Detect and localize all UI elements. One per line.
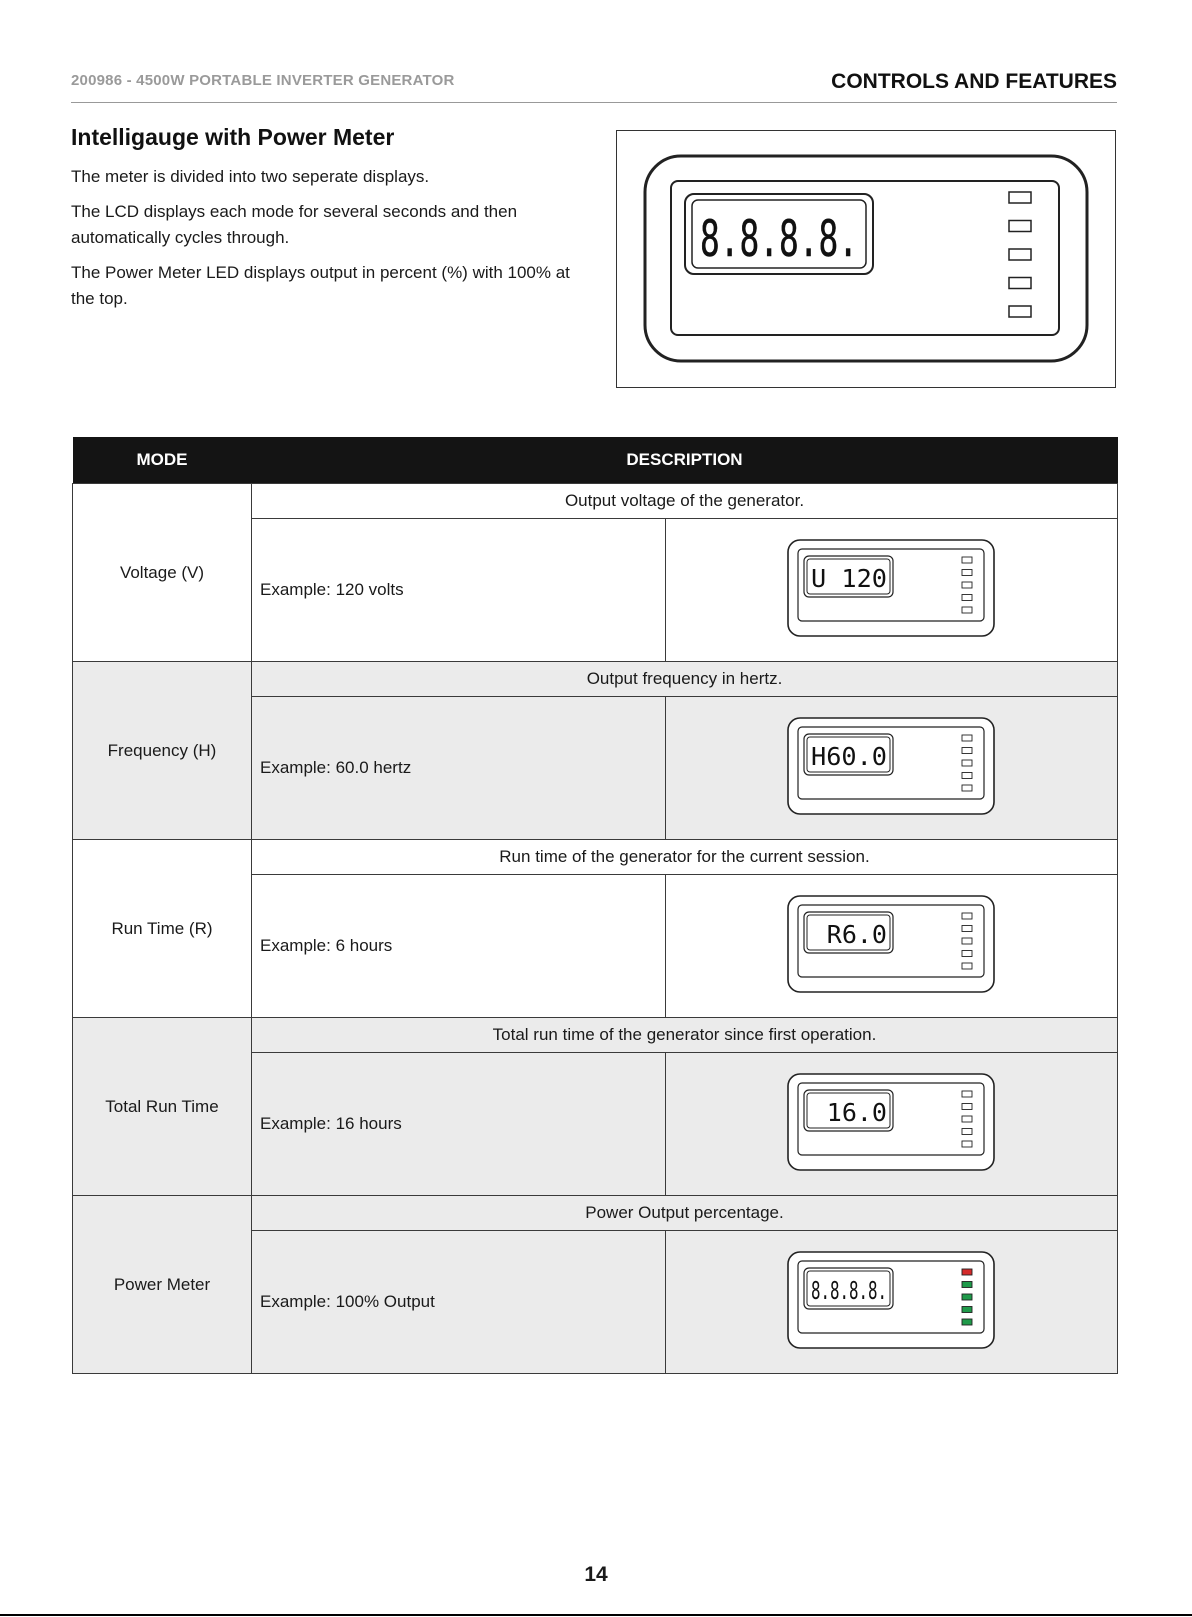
table-row [73,1196,1118,1231]
led-indicator [1009,249,1031,260]
mini-meter-diagram [786,894,998,994]
led-indicator [962,950,972,956]
page-bottom-rule [0,1614,1192,1616]
mini-meter-diagram [786,716,998,816]
led-indicator [962,747,972,753]
led-indicator [962,594,972,600]
table-row [73,662,1118,697]
table-row [73,1018,1118,1053]
mode-column-header: MODE [73,437,252,484]
page-number: 14 [584,1563,608,1586]
lcd-digits: 8.8.8.8. [700,210,858,268]
led-indicator [962,938,972,944]
led-indicator [1009,192,1031,203]
led-indicator [962,1269,972,1275]
led-indicator [962,1128,972,1134]
mini-meter-diagram [786,1072,998,1172]
lcd-readout: U 120 [810,563,887,593]
example-display [666,697,1118,840]
meter-illustration [616,130,1116,388]
intro-paragraph: The LCD displays each mode for several seconds and then automatically cycles through. [71,202,518,247]
intro-paragraph: The meter is divided into two seperate displays. [71,167,430,186]
led-indicator [962,1294,972,1300]
led-indicator [962,1319,972,1325]
lcd-readout: R6.0 [826,919,887,949]
led-indicator [1009,306,1031,317]
table-row [73,484,1118,519]
lcd-readout: H60.0 [810,741,887,771]
led-indicator [962,569,972,575]
modes-table [72,437,1118,1374]
mode-name: Voltage (V) [73,484,252,662]
led-indicator [962,1141,972,1147]
led-indicator [1009,221,1031,232]
led-indicator [962,785,972,791]
intro-text [71,164,591,321]
mode-example: Example: 6 hours [252,875,666,1018]
mode-example: Example: 120 volts [252,519,666,662]
led-indicator [962,913,972,919]
example-display [666,1053,1118,1196]
mode-name: Total Run Time [73,1018,252,1196]
led-indicator [962,1281,972,1287]
document-title: 200986 - 4500W PORTABLE INVERTER GENERATOR [71,72,455,89]
mode-summary: Run time of the generator for the current session. [252,840,1118,875]
lcd-readout: 16.0 [826,1097,887,1127]
mode-name: Run Time (R) [73,840,252,1018]
example-display [666,1231,1118,1374]
mode-example: Example: 16 hours [252,1053,666,1196]
led-indicator [962,1091,972,1097]
intro-paragraph: The Power Meter LED displays output in percent (%) with 100% at the top. [71,263,570,308]
led-indicator [962,582,972,588]
mode-name: Frequency (H) [73,662,252,840]
mode-name: Power Meter [73,1196,252,1374]
led-indicator [962,760,972,766]
lcd-readout: 8.8.8.8. [810,1275,887,1305]
mini-meter-diagram [786,1250,998,1350]
meter-diagram [617,131,1114,386]
led-indicator [962,772,972,778]
example-display [666,519,1118,662]
mode-summary: Output frequency in hertz. [252,662,1118,697]
section-title: CONTROLS AND FEATURES [831,70,1117,93]
mode-example: Example: 60.0 hertz [252,697,666,840]
description-column-header: DESCRIPTION [252,437,1118,484]
led-indicator [962,735,972,741]
led-indicator [962,1306,972,1312]
led-indicator [962,1103,972,1109]
mode-summary: Power Output percentage. [252,1196,1118,1231]
mode-summary: Total run time of the generator since first operation. [252,1018,1118,1053]
table-row [73,840,1118,875]
mode-example: Example: 100% Output [252,1231,666,1374]
mini-meter-diagram [786,538,998,638]
mode-summary: Output voltage of the generator. [252,484,1118,519]
led-indicator [1009,278,1031,289]
led-indicator [962,925,972,931]
example-display [666,875,1118,1018]
intelligauge-heading: Intelligauge with Power Meter [71,124,395,150]
led-indicator [962,607,972,613]
led-indicator [962,963,972,969]
led-indicator [962,557,972,563]
header-divider [71,102,1117,103]
led-indicator [962,1116,972,1122]
